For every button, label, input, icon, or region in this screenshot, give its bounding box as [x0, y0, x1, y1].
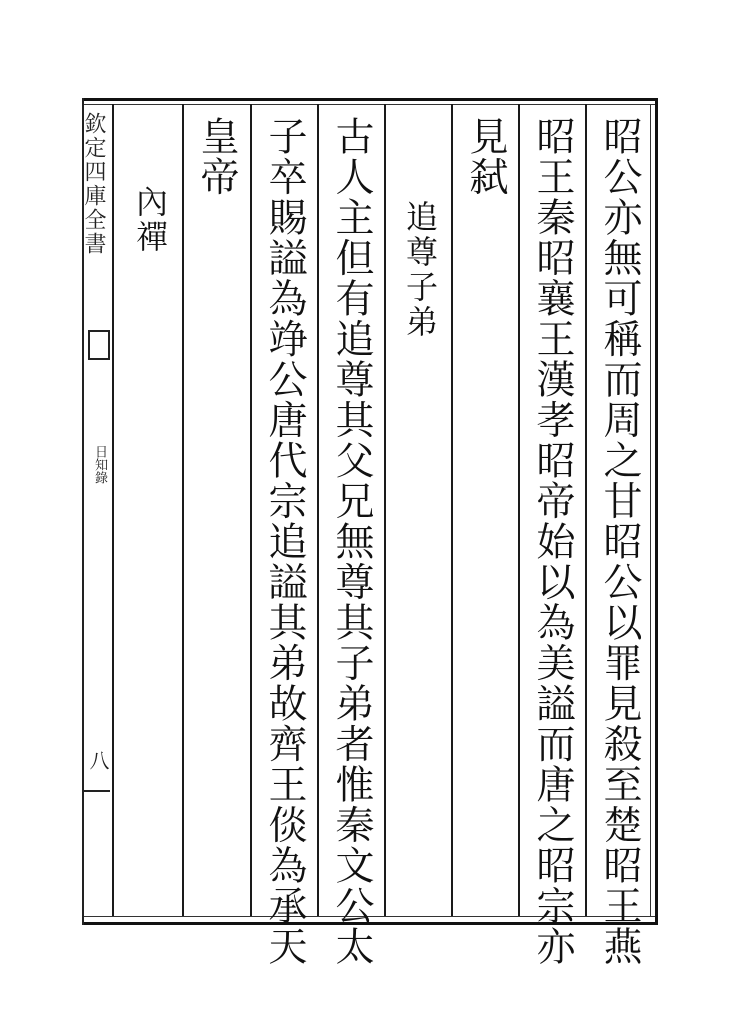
margin-chapter-title: 日知錄 [92, 445, 107, 484]
column-divider [451, 104, 453, 916]
section-heading-zhuizun: 追尊子弟 [401, 200, 439, 340]
text-column-5: 古人主但有追尊其父兄無尊其子弟者惟秦文公太 [329, 116, 374, 967]
column-divider [317, 104, 319, 916]
frame-right-inner-border [650, 104, 651, 917]
section-heading-neishan: 內禪 [131, 185, 169, 255]
text-column-3: 見弑 [463, 116, 508, 197]
margin-fishtail-mark [88, 330, 110, 360]
margin-book-title: 欽定四庫全書 [81, 112, 106, 256]
text-column-7: 皇帝 [194, 116, 239, 197]
margin-page-number: 八 [86, 750, 110, 770]
frame-right-border [655, 98, 658, 925]
frame-top-inner-border [82, 104, 658, 105]
column-divider [384, 104, 386, 916]
column-divider [182, 104, 184, 916]
text-column-6: 子卒賜謚為竫公唐代宗追謚其弟故齊王倓為承天 [262, 116, 307, 967]
column-divider [585, 104, 587, 916]
column-divider [518, 104, 520, 916]
text-column-1: 昭公亦無可稱而周之甘昭公以罪見殺至楚昭王燕 [597, 116, 642, 967]
text-column-2: 昭王秦昭襄王漢孝昭帝始以為美謚而唐之昭宗亦 [530, 116, 575, 967]
column-divider [250, 104, 252, 916]
margin-page-tick [84, 790, 110, 792]
column-divider [112, 104, 114, 916]
frame-top-border [82, 98, 658, 101]
